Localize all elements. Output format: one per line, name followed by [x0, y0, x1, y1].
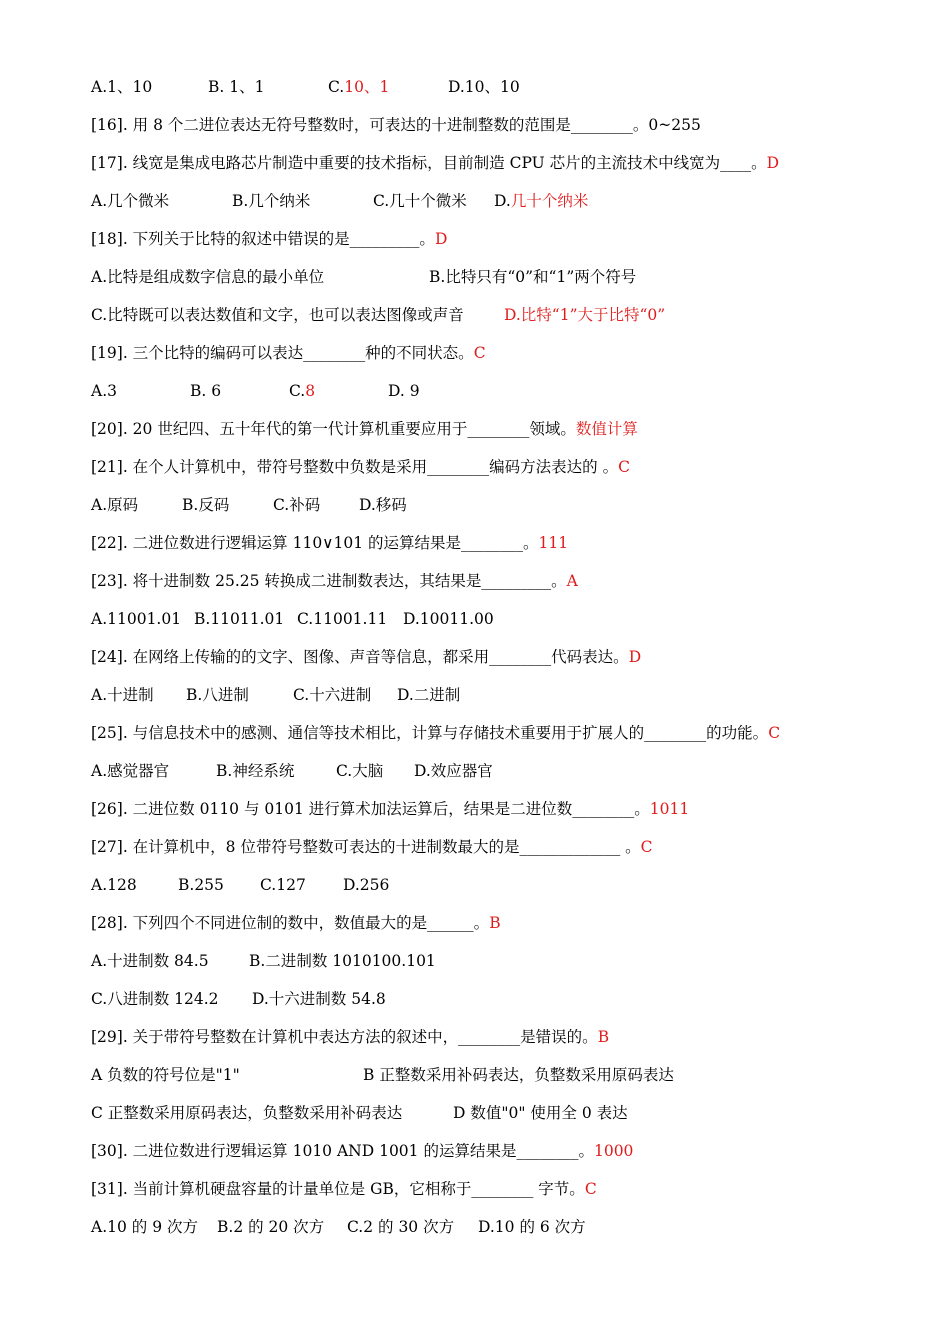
option-item: D. 9 [388, 382, 420, 400]
answer-key: C [473, 344, 486, 362]
option-item: C.十六进制 [293, 686, 372, 704]
option-item: D 数值"0" 使用全 0 表达 [453, 1104, 628, 1122]
option-item: C.几十个微米 [373, 192, 467, 210]
question-line [91, 112, 891, 150]
answer-key: 数值计算 [575, 420, 638, 438]
question-text: [29]. 关于带符号整数在计算机中表达方法的叙述中，________是错误的。 [91, 1028, 598, 1046]
option-item: C.八进制数 124.2 [91, 990, 219, 1008]
options-line [91, 378, 891, 416]
option-item: D.10 的 6 次方 [478, 1218, 586, 1236]
option-item: A.十进制数 84.5 [91, 952, 209, 970]
options-line [91, 682, 891, 720]
option-item: A 负数的符号位是"1" [91, 1066, 240, 1084]
answer-key: C [618, 458, 630, 476]
document-page [91, 74, 891, 1252]
options-line [91, 492, 891, 530]
options-line [91, 986, 891, 1024]
correct-option-text: 10、1 [344, 78, 390, 96]
option-item: C.比特既可以表达数值和文字，也可以表达图像或声音 [91, 306, 464, 324]
option-item: A.原码 [91, 496, 139, 514]
question-line [91, 796, 891, 834]
question-text: [23]. 将十进制数 25.25 转换成二进制数表达，其结果是_________。 [91, 572, 567, 590]
question-text: [16]. 用 8 个二进位表达无符号整数时，可表达的十进制整数的范围是________。0~255 [91, 116, 701, 134]
question-text: [21]. 在个人计算机中，带符号整数中负数是采用________编码方法表达的 。 [91, 458, 619, 476]
option-item: B.二进制数 1010100.101 [249, 952, 436, 970]
option-item: A.3 [91, 382, 117, 400]
question-line [91, 454, 891, 492]
question-text: [28]. 下列四个不同进位制的数中，数值最大的是______。 [91, 914, 490, 932]
answer-key: D [766, 154, 780, 172]
option-item [504, 302, 724, 328]
option-item: B. 6 [190, 382, 222, 400]
correct-option-text: 8 [305, 382, 316, 400]
correct-option-text: D.比特“1”大于比特“0” [504, 306, 666, 324]
question-line [91, 1176, 891, 1214]
question-text: [18]. 下列关于比特的叙述中错误的是_________。 [91, 230, 435, 248]
answer-key: B [597, 1028, 610, 1046]
question-line [91, 1138, 891, 1176]
answer-key: C [584, 1180, 597, 1198]
answer-key: D [434, 230, 448, 248]
option-item: C.大脑 [336, 762, 384, 780]
options-line [91, 758, 891, 796]
option-item: B 正整数采用补码表达，负整数采用原码表达 [363, 1066, 674, 1084]
question-text: [27]. 在计算机中，8 位带符号整数可表达的十进制数最大的是_____________ 。 [91, 838, 641, 856]
option-item: D.二进制 [397, 686, 461, 704]
option-item: A.11001.01 [91, 610, 182, 628]
question-text: [30]. 二进位数进行逻辑运算 1010 AND 1001 的运算结果是________。 [91, 1142, 594, 1160]
answer-key: 111 [538, 534, 569, 552]
option-item: A.感觉器官 [91, 762, 170, 780]
option-item: D.256 [343, 876, 390, 894]
option-item: B.比特只有“0”和“1”两个符号 [429, 268, 637, 286]
answer-key: B [489, 914, 501, 932]
answer-key: 1000 [593, 1142, 634, 1160]
options-line [91, 188, 891, 226]
option-item [494, 188, 614, 214]
option-item: B.几个纳米 [232, 192, 311, 210]
question-text: [26]. 二进位数 0110 与 0101 进行算术加法运算后，结果是二进位数________。 [91, 800, 650, 818]
question-line [91, 1024, 891, 1062]
option-item: A.比特是组成数字信息的最小单位 [91, 268, 325, 286]
option-item: C.127 [260, 876, 306, 894]
options-line [91, 302, 891, 340]
question-line [91, 416, 891, 454]
question-line [91, 644, 891, 682]
option-item: A.1、10 [91, 78, 153, 96]
answer-key: 1011 [649, 800, 690, 818]
answer-key: D [628, 648, 642, 666]
correct-option-text: 几十个纳米 [510, 192, 589, 210]
option-item: D.10、10 [448, 78, 520, 96]
question-text: [22]. 二进位数进行逻辑运算 110∨101 的运算结果是________。 [91, 534, 539, 552]
options-line [91, 264, 891, 302]
answer-key: A [566, 572, 578, 590]
option-item: B.255 [178, 876, 224, 894]
option-item [289, 378, 388, 404]
option-item: B.神经系统 [216, 762, 295, 780]
question-line [91, 226, 891, 264]
options-line [91, 74, 891, 112]
option-item: D.十六进制数 54.8 [252, 990, 386, 1008]
question-text: [31]. 当前计算机硬盘容量的计量单位是 GB，它相称于________ 字节。 [91, 1180, 585, 1198]
option-prefix: C. [328, 78, 345, 96]
question-text: [20]. 20 世纪四、五十年代的第一代计算机重要应用于________领域。 [91, 420, 576, 438]
question-text: [17]. 线宽是集成电路芯片制造中重要的技术指标，目前制造 CPU 芯片的主流技术中线宽为____。 [91, 154, 767, 172]
options-line [91, 1100, 891, 1138]
option-item: C.2 的 30 次方 [347, 1218, 455, 1236]
option-item: A.十进制 [91, 686, 154, 704]
option-item: D.移码 [359, 496, 407, 514]
options-line [91, 1062, 891, 1100]
question-line [91, 340, 891, 378]
answer-key: C [640, 838, 653, 856]
option-item: C 正整数采用原码表达，负整数采用补码表达 [91, 1104, 403, 1122]
option-item: B. 1、1 [208, 78, 265, 96]
option-item: B.11011.01 [194, 610, 285, 628]
option-item: A.几个微米 [91, 192, 170, 210]
option-item: B.反码 [182, 496, 230, 514]
options-line [91, 948, 891, 986]
question-line [91, 530, 891, 568]
question-line [91, 910, 891, 948]
question-text: [25]. 与信息技术中的感测、通信等技术相比，计算与存储技术重要用于扩展人的________的功能。 [91, 724, 769, 742]
question-line [91, 150, 891, 188]
options-line [91, 606, 891, 644]
option-item: A.10 的 9 次方 [91, 1218, 198, 1236]
option-item: A.128 [91, 876, 137, 894]
options-line [91, 1214, 891, 1252]
option-item [328, 74, 448, 100]
answer-key: C [768, 724, 781, 742]
option-prefix: D. [494, 192, 511, 210]
option-item: D.10011.00 [403, 610, 494, 628]
option-item: B.2 的 20 次方 [217, 1218, 325, 1236]
option-item: B.八进制 [186, 686, 249, 704]
option-item: C.11001.11 [297, 610, 388, 628]
options-line [91, 872, 891, 910]
question-line [91, 834, 891, 872]
question-text: [19]. 三个比特的编码可以表达________种的不同状态。 [91, 344, 474, 362]
question-line [91, 568, 891, 606]
option-prefix: C. [289, 382, 306, 400]
question-text: [24]. 在网络上传输的的文字、图像、声音等信息，都采用________代码表达。 [91, 648, 629, 666]
option-item: D.效应器官 [414, 762, 493, 780]
option-item: C.补码 [273, 496, 321, 514]
question-line [91, 720, 891, 758]
